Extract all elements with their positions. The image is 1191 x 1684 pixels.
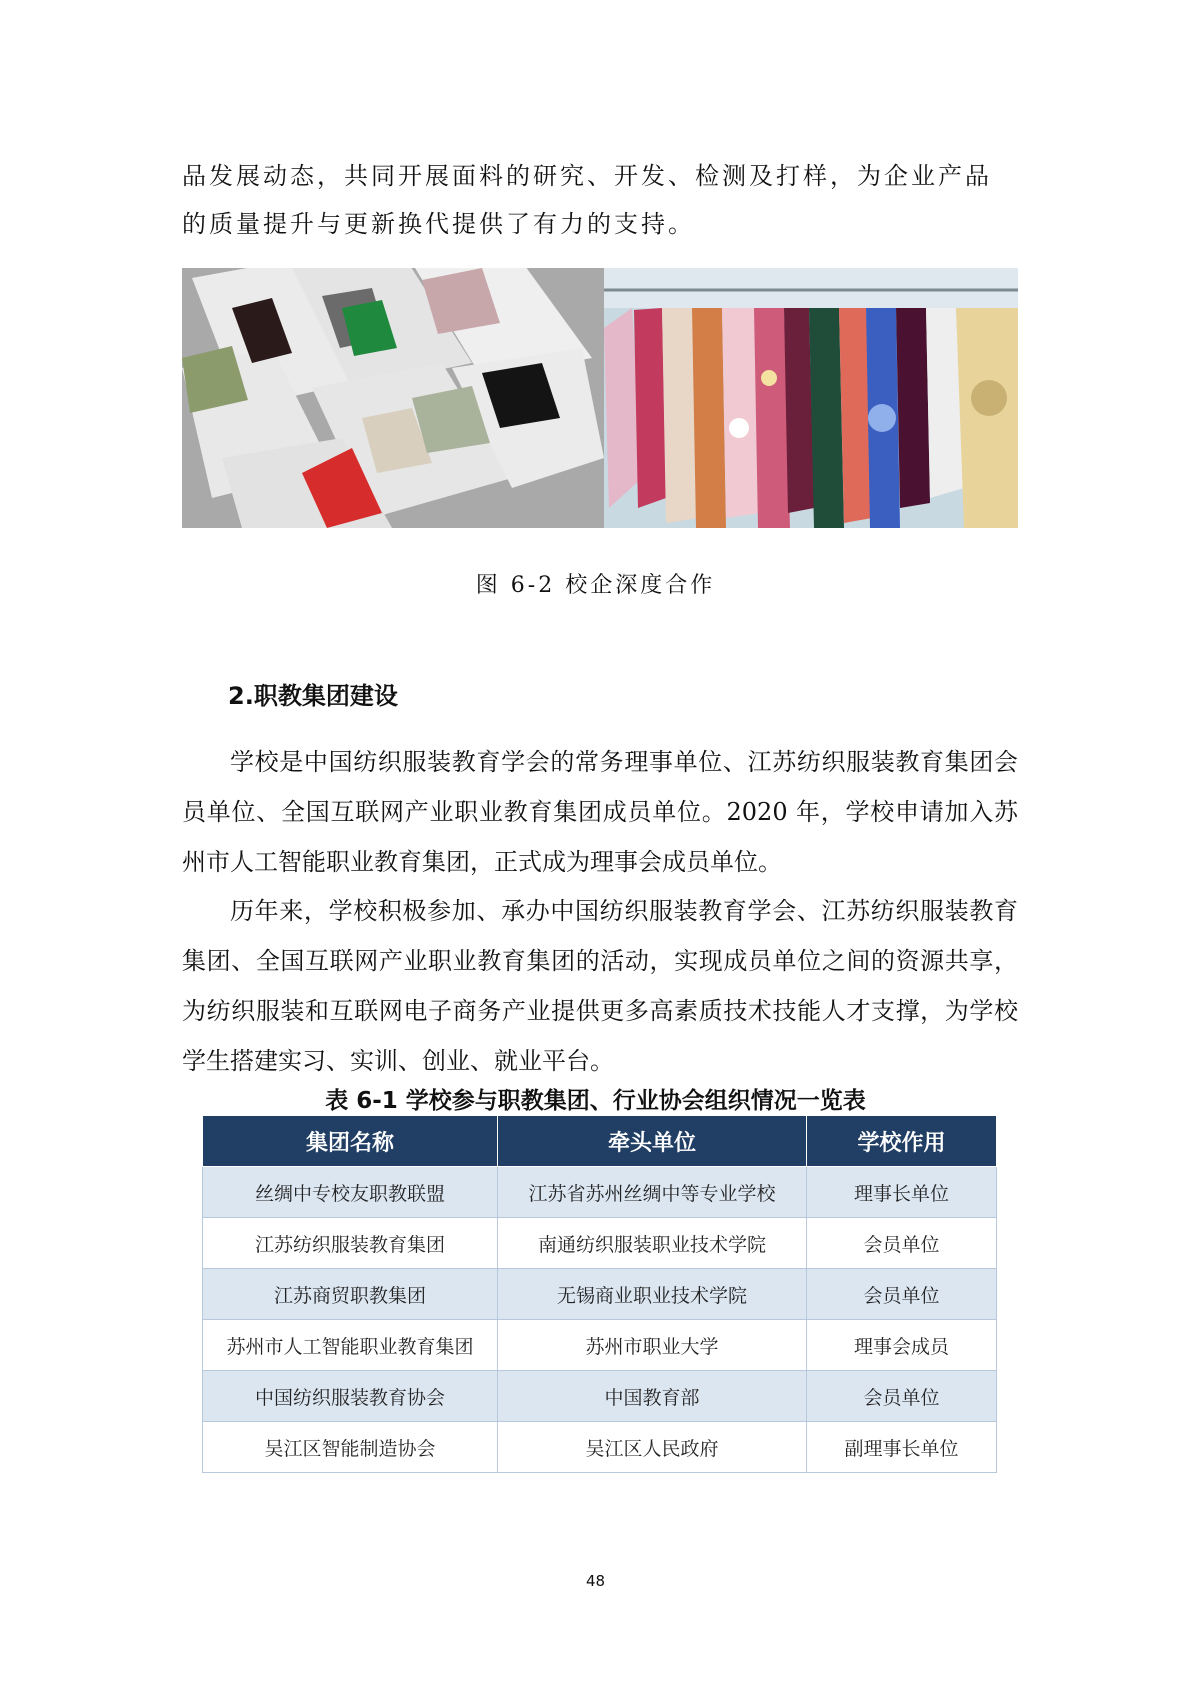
vocational-groups-table <box>202 1115 997 1473</box>
column-header: 学校作用 <box>807 1116 997 1167</box>
table-cell: 江苏商贸职教集团 <box>203 1269 498 1320</box>
body-paragraph: 学校是中国纺织服装教育学会的常务理事单位、江苏纺织服装教育集团会员单位、全国互联网产业职业教育集团成员单位。2020 年，学校申请加入苏州市人工智能职业教育集团，正式成为理事会成员单位。 <box>182 748 1018 876</box>
figure-school-enterprise-cooperation <box>182 268 1018 528</box>
table-title: 表 6-1 学校参与职教集团、行业协会组织情况一览表 <box>325 1088 866 1114</box>
table-cell: 无锡商业职业技术学院 <box>498 1269 807 1320</box>
figure-caption: 图 6-2 校企深度合作 <box>475 573 716 598</box>
continued-paragraph: 品发展动态，共同开展面料的研究、开发、检测及打样，为企业产品的质量提升与更新换代提供了有力的支持。 <box>182 162 992 238</box>
table-cell: 吴江区智能制造协会 <box>203 1422 498 1473</box>
table-header-row <box>203 1116 997 1167</box>
table-cell: 江苏省苏州丝绸中等专业学校 <box>498 1167 807 1218</box>
table-row <box>203 1218 997 1269</box>
table-row <box>203 1167 997 1218</box>
column-header: 集团名称 <box>203 1116 498 1167</box>
table-cell: 中国纺织服装教育协会 <box>203 1371 498 1422</box>
table-row <box>203 1269 997 1320</box>
table-cell: 理事会成员 <box>807 1320 997 1371</box>
table-cell: 中国教育部 <box>498 1371 807 1422</box>
table-cell: 吴江区人民政府 <box>498 1422 807 1473</box>
table-cell: 南通纺织服装职业技术学院 <box>498 1218 807 1269</box>
table-cell: 苏州市人工智能职业教育集团 <box>203 1320 498 1371</box>
hanging-fabrics-illustration <box>604 268 1018 528</box>
table-cell: 丝绸中专校友职教联盟 <box>203 1167 498 1218</box>
table-cell: 会员单位 <box>807 1371 997 1422</box>
column-header: 牵头单位 <box>498 1116 807 1167</box>
table-cell: 会员单位 <box>807 1269 997 1320</box>
table-cell: 副理事长单位 <box>807 1422 997 1473</box>
table-cell: 理事长单位 <box>807 1167 997 1218</box>
hanging-fabrics-photo <box>604 268 1018 528</box>
table-cell: 苏州市职业大学 <box>498 1320 807 1371</box>
section-heading: 2.职教集团建设 <box>228 682 398 710</box>
table-row <box>203 1320 997 1371</box>
body-paragraph: 历年来，学校积极参加、承办中国纺织服装教育学会、江苏纺织服装教育集团、全国互联网产业职业教育集团的活动，实现成员单位之间的资源共享，为纺织服装和互联网电子商务产业提供更多高素质技术技能人才支撑，为学校学生搭建实习、实训、创业、就业平台。 <box>182 897 1018 1075</box>
table-row <box>203 1422 997 1473</box>
fabric-samples-photo <box>182 268 604 528</box>
fabric-samples-illustration <box>182 268 604 528</box>
table-cell: 会员单位 <box>807 1218 997 1269</box>
page-number: 48 <box>585 1572 606 1590</box>
table-row <box>203 1371 997 1422</box>
table-cell: 江苏纺织服装教育集团 <box>203 1218 498 1269</box>
